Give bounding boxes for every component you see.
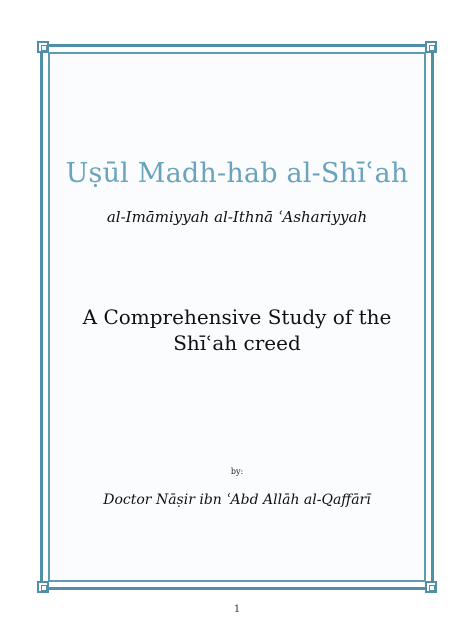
page-number: 1 [233, 604, 241, 615]
by-label: by: [230, 467, 244, 476]
corner-ornament-top-left [37, 41, 49, 53]
corner-ornament-top-right [425, 41, 437, 53]
document-subtitle: al-Imāmiyyah al-Ithnā ʿAshariyyah [106, 208, 368, 226]
study-description-line-1: A Comprehensive Study of the [82, 305, 392, 329]
corner-ornament-bottom-right [425, 581, 437, 593]
study-description [60, 304, 414, 356]
corner-ornament-bottom-left [37, 581, 49, 593]
author-name: Doctor Nāṣir ibn ʿAbd Allāh al-Qaffārī [103, 492, 371, 508]
study-description-line-2: Shīʿah creed [173, 331, 301, 355]
document-title: Uṣūl Madh-hab al-Shīʿah [65, 158, 409, 189]
